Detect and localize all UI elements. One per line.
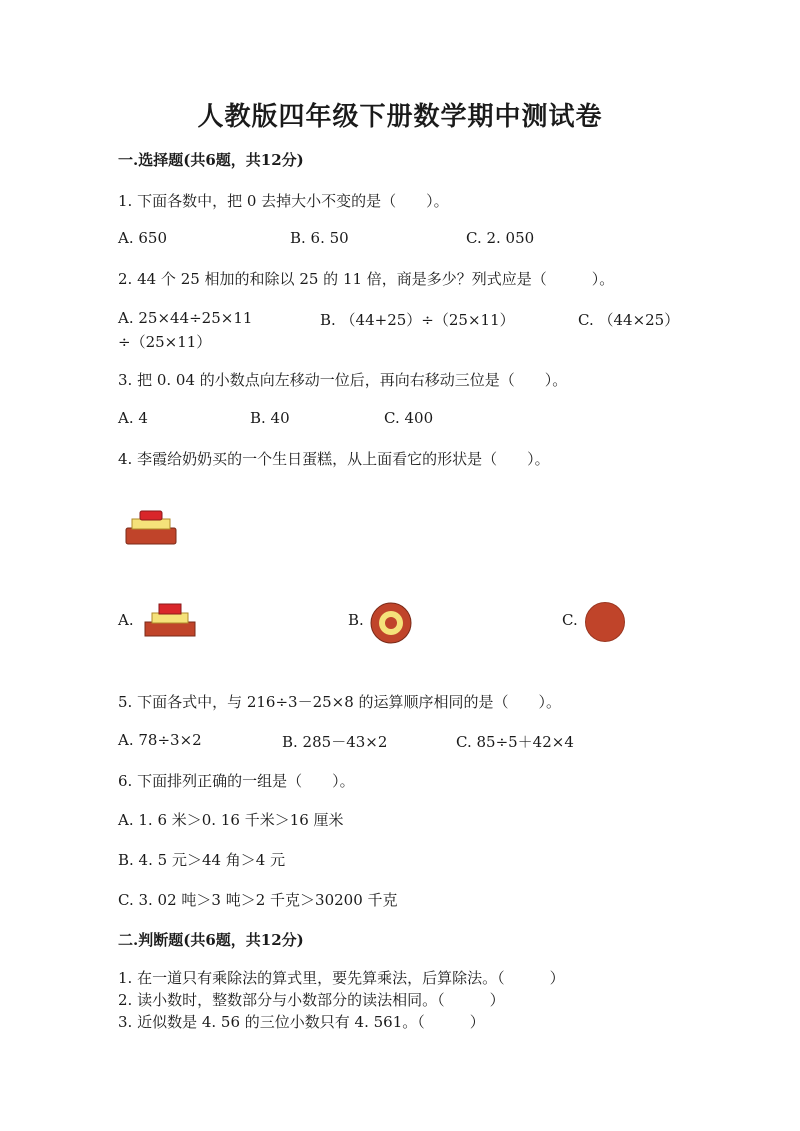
q1-option-c: C. 2. 050 bbox=[466, 229, 535, 247]
judgement-item-3: 3. 近似数是 4. 56 的三位小数只有 4. 561。（ ） bbox=[118, 1013, 485, 1031]
q2-option-a: A. 25×44÷25×11 bbox=[118, 309, 253, 327]
q2-option-b: B. （44+25）÷（25×11） bbox=[320, 311, 515, 329]
judgement-item-1: 1. 在一道只有乘除法的算式里，要先算乘法，后算除法。（ ） bbox=[118, 969, 565, 987]
section-2-heading: 二.判断题(共6题，共12分) bbox=[118, 931, 304, 949]
page-title: 人教版四年级下册数学期中测试卷 bbox=[197, 102, 603, 132]
q2-option-c-continued: ÷（25×11） bbox=[118, 333, 212, 351]
q6-option-a: A. 1. 6 米＞0. 16 千米＞16 厘米 bbox=[118, 811, 344, 829]
question-4: 4. 李霞给奶奶买的一个生日蛋糕，从上面看它的形状是（ ）。 bbox=[118, 450, 550, 468]
q6-option-c: C. 3. 02 吨＞3 吨＞2 千克＞30200 千克 bbox=[118, 891, 398, 909]
q2-option-c: C. （44×25） bbox=[578, 311, 680, 329]
q5-option-b: B. 285－43×2 bbox=[282, 733, 388, 751]
q3-option-b: B. 40 bbox=[250, 409, 290, 427]
q4-option-b-concentric-circles-image bbox=[370, 602, 414, 646]
q5-option-a: A. 78÷3×2 bbox=[118, 731, 202, 749]
q1-option-a: A. 650 bbox=[118, 229, 167, 247]
q6-option-b: B. 4. 5 元＞44 角＞4 元 bbox=[118, 851, 286, 869]
q1-option-b: B. 6. 50 bbox=[290, 229, 349, 247]
question-3: 3. 把 0. 04 的小数点向左移动一位后，再向右移动三位是（ ）。 bbox=[118, 371, 568, 389]
q4-option-c: C. bbox=[562, 611, 578, 629]
q4-option-b: B. bbox=[348, 611, 364, 629]
question-2: 2. 44 个 25 相加的和除以 25 的 11 倍，商是多少？列式应是（ ）。 bbox=[118, 270, 615, 288]
cake-side-view-image bbox=[124, 508, 180, 548]
section-1-heading: 一.选择题(共6题，共12分) bbox=[118, 151, 304, 169]
q4-option-a-stacked-image bbox=[144, 602, 198, 638]
question-1: 1. 下面各数中，把 0 去掉大小不变的是（ ）。 bbox=[118, 192, 449, 210]
question-6: 6. 下面排列正确的一组是（ ）。 bbox=[118, 772, 355, 790]
q5-option-c: C. 85÷5＋42×4 bbox=[456, 733, 574, 751]
q3-option-c: C. 400 bbox=[384, 409, 434, 427]
q3-option-a: A. 4 bbox=[118, 409, 148, 427]
q4-option-a: A. bbox=[118, 611, 134, 629]
judgement-item-2: 2. 读小数时，整数部分与小数部分的读法相同。（ ） bbox=[118, 991, 505, 1009]
q4-option-c-circle-image bbox=[585, 602, 627, 644]
question-5: 5. 下面各式中，与 216÷3－25×8 的运算顺序相同的是（ ）。 bbox=[118, 693, 562, 711]
